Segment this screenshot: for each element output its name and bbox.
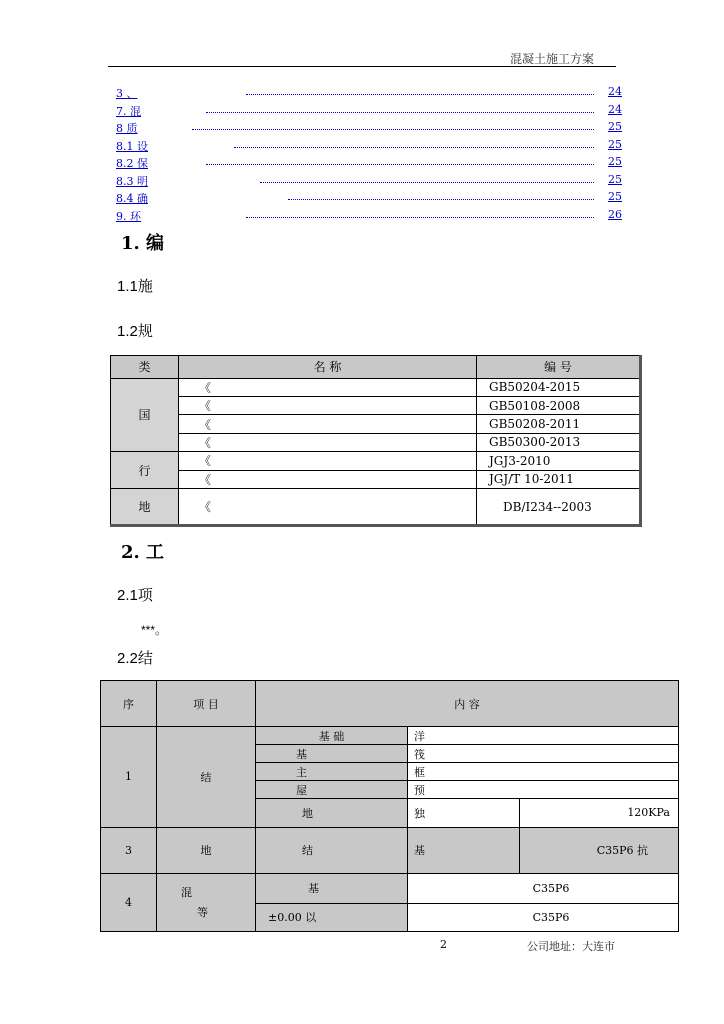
row-label: ±0.00 以 xyxy=(256,903,408,931)
table-row xyxy=(101,827,679,873)
toc-leader-dots xyxy=(206,112,594,113)
toc-entry-page[interactable]: 25 xyxy=(608,155,622,168)
row-no: 1 xyxy=(101,727,157,827)
toc-entry-page[interactable]: 25 xyxy=(608,190,622,203)
table-row xyxy=(111,378,641,396)
toc-entry-label[interactable]: 9. 环 xyxy=(116,209,141,223)
toc-entry[interactable] xyxy=(116,207,622,225)
spec-code: GB50204-2015 xyxy=(477,378,641,396)
document-header-title: 混凝土施工方案 xyxy=(509,52,594,66)
row-extra: 120KPa xyxy=(520,799,679,827)
toc-entry[interactable] xyxy=(116,189,622,207)
footer-address: 公司地址：大连市 xyxy=(527,940,615,953)
row-label: 结 xyxy=(256,827,408,873)
toc-entry-label[interactable]: 8.3 明 xyxy=(116,174,148,188)
toc-entry-page[interactable]: 25 xyxy=(608,137,622,151)
toc-entry-page[interactable]: 25 xyxy=(608,172,622,186)
section-1-1-heading: 1.1施 xyxy=(117,278,153,295)
row-value: 框 xyxy=(408,763,679,781)
toc-entry[interactable] xyxy=(116,84,622,102)
section-2-heading: 2. 工 xyxy=(121,542,165,563)
toc-entry[interactable] xyxy=(116,119,622,137)
section-1-heading: 1. 编 xyxy=(121,233,165,254)
toc-leader-dots xyxy=(206,164,594,165)
spec-name: 《 xyxy=(179,452,477,470)
table-row xyxy=(101,727,679,745)
specification-table xyxy=(110,355,642,527)
table-row xyxy=(111,433,641,451)
header-code: 编 号 xyxy=(477,356,641,379)
toc-entry-label[interactable]: 8.2 保 xyxy=(116,157,148,170)
table-row xyxy=(101,873,679,903)
row-label: 基 xyxy=(256,745,408,763)
header-item: 项 目 xyxy=(157,681,256,727)
row-extra: C35P6 抗 xyxy=(520,827,679,873)
toc-entry[interactable] xyxy=(116,102,622,120)
spec-code: GB50300-2013 xyxy=(477,433,641,451)
section-2-1-heading: 2.1项 xyxy=(117,587,153,604)
section-1-2-heading: 1.2规 xyxy=(117,323,153,340)
header-name: 名 称 xyxy=(179,356,477,379)
row-label: 主 xyxy=(256,763,408,781)
table-row xyxy=(111,489,641,526)
row-no: 4 xyxy=(101,873,157,931)
spec-code: JGJ/T 10-2011 xyxy=(477,470,641,488)
section-2-1-text: ***。 xyxy=(141,623,168,637)
page-number: 2 xyxy=(440,938,447,951)
header-type: 类 xyxy=(111,356,179,379)
row-item: 结 xyxy=(157,727,256,827)
row-value: C35P6 xyxy=(408,903,679,931)
toc-entry-page[interactable]: 24 xyxy=(608,85,622,98)
spec-name: 《 xyxy=(179,489,477,526)
toc-leader-dots xyxy=(288,199,594,200)
spec-name: 《 xyxy=(179,378,477,396)
table-row xyxy=(111,396,641,414)
toc-leader-dots xyxy=(192,129,594,130)
header-content: 内 容 xyxy=(256,681,679,727)
toc-leader-dots xyxy=(234,147,594,148)
section-2-2-heading: 2.2结 xyxy=(117,650,153,667)
group-industry: 行 xyxy=(111,452,179,489)
spec-name: 《 xyxy=(179,415,477,433)
table-header-row xyxy=(101,681,679,727)
row-item: 地 xyxy=(157,827,256,873)
table-row xyxy=(111,415,641,433)
row-item-line-1: 混 xyxy=(181,886,192,900)
spec-code: DB/I234--2003 xyxy=(477,489,641,526)
row-value: 预 xyxy=(408,781,679,799)
spec-code: GB50208-2011 xyxy=(477,415,641,433)
table-row xyxy=(111,470,641,488)
toc-entry-label[interactable]: 8.1 设 xyxy=(116,139,148,153)
row-label: 地 xyxy=(256,799,408,827)
toc-entry-label[interactable]: 3 、 xyxy=(116,87,138,100)
group-local: 地 xyxy=(111,489,179,526)
spec-code: GB50108-2008 xyxy=(477,396,641,414)
header-divider xyxy=(108,66,616,67)
row-label: 基 xyxy=(256,873,408,903)
row-value: 洋 xyxy=(408,727,679,745)
row-label: 基 础 xyxy=(256,727,408,745)
row-label: 屋 xyxy=(256,781,408,799)
spec-code: JGJ3-2010 xyxy=(477,452,641,470)
toc-entry[interactable] xyxy=(116,154,622,172)
toc-entry[interactable] xyxy=(116,172,622,190)
table-of-contents xyxy=(116,84,622,224)
row-item-line-2: 等 xyxy=(197,906,208,920)
toc-leader-dots xyxy=(260,182,594,183)
toc-entry-page[interactable]: 26 xyxy=(608,207,622,221)
toc-entry-label[interactable]: 8 质 xyxy=(116,122,138,135)
row-value: 筏 xyxy=(408,745,679,763)
toc-entry-label[interactable]: 8.4 确 xyxy=(116,192,148,205)
toc-leader-dots xyxy=(246,217,594,218)
structure-table xyxy=(100,680,679,932)
spec-name: 《 xyxy=(179,470,477,488)
toc-entry-page[interactable]: 25 xyxy=(608,120,622,133)
group-national: 国 xyxy=(111,378,179,452)
header-no: 序 xyxy=(101,681,157,727)
spec-name: 《 xyxy=(179,433,477,451)
table-row xyxy=(111,452,641,470)
row-no: 3 xyxy=(101,827,157,873)
row-value: 基 xyxy=(408,827,520,873)
toc-entry-label[interactable]: 7. 混 xyxy=(116,104,141,118)
table-header-row xyxy=(111,356,641,379)
row-value: C35P6 xyxy=(408,873,679,903)
toc-entry-page[interactable]: 24 xyxy=(608,102,622,116)
spec-name: 《 xyxy=(179,396,477,414)
row-value: 独 xyxy=(408,799,520,827)
row-item xyxy=(157,873,256,931)
toc-entry[interactable] xyxy=(116,137,622,155)
toc-leader-dots xyxy=(246,94,594,95)
